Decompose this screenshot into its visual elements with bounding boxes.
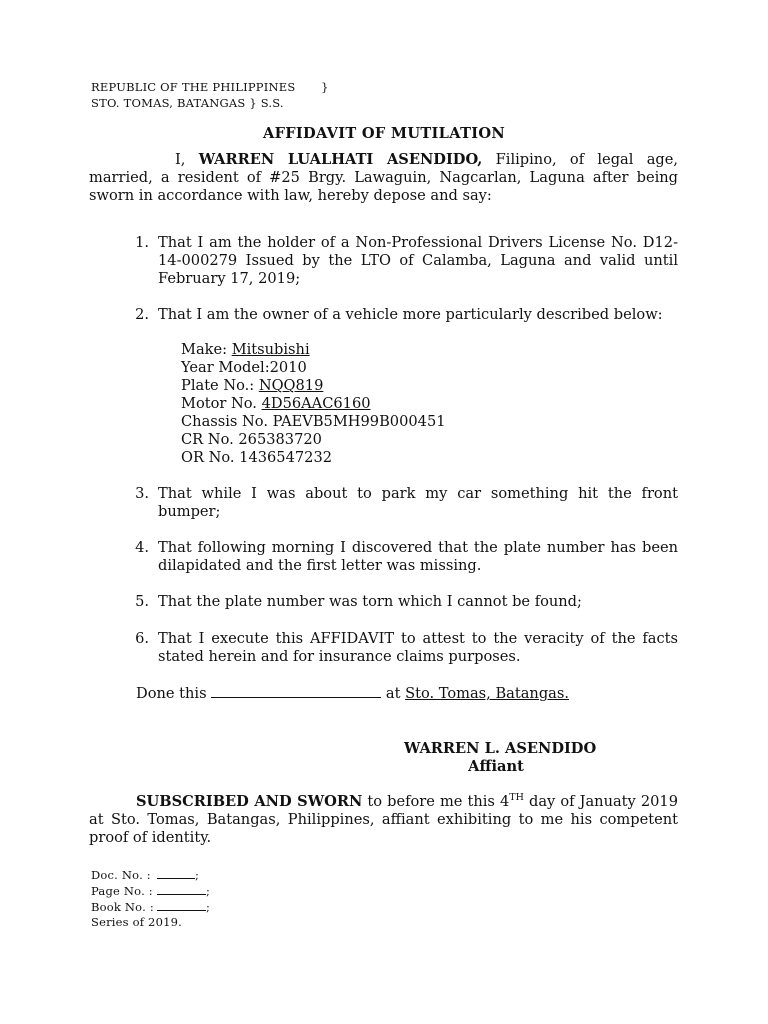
intro-prefix: I, — [175, 151, 199, 168]
vehicle-cr — [181, 431, 446, 449]
done-prefix: Done this — [136, 685, 212, 702]
item-number: 6. — [135, 630, 149, 647]
notary-book — [91, 900, 210, 914]
cr-label: CR No. — [181, 431, 239, 448]
item-number: 4. — [135, 539, 149, 556]
intro-text: Filipino, of legal age, married, a resident of #25 Brgy. Lawaguin, Nagcarlan, Laguna after being sworn in accordance with law, hereby depose and say: — [89, 151, 679, 204]
notary-series: Series of 2019. — [91, 915, 182, 929]
vehicle-details — [181, 341, 446, 467]
vehicle-motor — [181, 395, 446, 413]
item-number: 3. — [135, 485, 149, 502]
year-label: Year Model: — [181, 359, 270, 376]
notary-doc — [91, 868, 199, 882]
header-place: STO. TOMAS, BATANGAS — [91, 96, 246, 110]
or-value: 1436547232 — [239, 449, 333, 466]
vehicle-or — [181, 449, 446, 467]
signature-role: Affiant — [468, 758, 524, 775]
notary-page — [91, 884, 210, 898]
affiant-full-name: WARREN LUALHATI ASENDIDO, — [198, 151, 483, 168]
jurat-text-2: day of Januaty 2019 at Sto. Tomas, Batangas, Philippines, affiant exhibiting to me his competent proof of identity. — [89, 793, 678, 846]
date-blank — [211, 685, 381, 698]
plate-label: Plate No.: — [181, 377, 259, 394]
page-blank — [157, 884, 206, 895]
signature-name: WARREN L. ASENDIDO — [404, 740, 597, 757]
jurat-sup: TH — [509, 792, 524, 804]
header-ss: S.S. — [260, 96, 284, 110]
doc-semicolon: ; — [195, 868, 200, 882]
header-brace-1: } — [321, 80, 329, 94]
item-text: That I execute this AFFIDAVIT to attest to the veracity of the facts stated herein and for insurance claims purposes. — [158, 630, 678, 665]
item-text: That while I was about to park my car something hit the front bumper; — [158, 485, 678, 520]
header-republic: REPUBLIC OF THE PHILIPPINES — [91, 80, 296, 94]
header-brace-2: } — [249, 96, 257, 110]
page-label: Page No. : — [91, 884, 153, 898]
item-number: 5. — [135, 593, 149, 610]
or-label: OR No. — [181, 449, 240, 466]
vehicle-make — [181, 341, 446, 359]
item-number: 1. — [135, 234, 149, 251]
vehicle-year — [181, 359, 446, 377]
header-line-2 — [91, 96, 284, 110]
chassis-label: Chassis No. — [181, 413, 273, 430]
plate-value: NQQ819 — [258, 377, 324, 394]
book-label: Book No. : — [91, 900, 154, 914]
done-middle: at — [381, 685, 406, 702]
jurat-paragraph — [89, 793, 678, 847]
book-blank — [157, 900, 206, 911]
item-text: That the plate number was torn which I cannot be found; — [158, 593, 582, 610]
intro-paragraph — [89, 151, 678, 205]
document-title: AFFIDAVIT OF MUTILATION — [262, 125, 506, 142]
header-line-1 — [91, 80, 329, 94]
year-value: 2010 — [269, 359, 307, 376]
motor-label: Motor No. — [181, 395, 262, 412]
item-number: 2. — [135, 306, 149, 323]
cr-value: 265383720 — [238, 431, 322, 448]
make-value: Mitsubishi — [231, 341, 310, 358]
item-text: That following morning I discovered that the plate number has been dilapidated and the first letter was missing. — [158, 539, 678, 574]
vehicle-chassis — [181, 413, 446, 431]
jurat-bold: SUBSCRIBED AND SWORN — [136, 793, 363, 810]
done-line — [136, 685, 569, 703]
make-label: Make: — [181, 341, 232, 358]
done-place: Sto. Tomas, Batangas. — [405, 685, 570, 702]
item-text: That I am the holder of a Non-Professional Drivers License No. D12-14-000279 Issued by the LTO of Calamba, Laguna and valid until February 17, 2019; — [158, 234, 678, 287]
chassis-value: PAEVB5MH99B000451 — [272, 413, 446, 430]
motor-value: 4D56AAC6160 — [261, 395, 371, 412]
page-semicolon: ; — [206, 884, 211, 898]
item-text: That I am the owner of a vehicle more particularly described below: — [158, 306, 663, 323]
doc-blank — [157, 868, 195, 879]
jurat-text-1: to before me this 4 — [362, 793, 510, 810]
doc-label: Doc. No. : — [91, 868, 151, 882]
vehicle-plate — [181, 377, 446, 395]
book-semicolon: ; — [206, 900, 211, 914]
